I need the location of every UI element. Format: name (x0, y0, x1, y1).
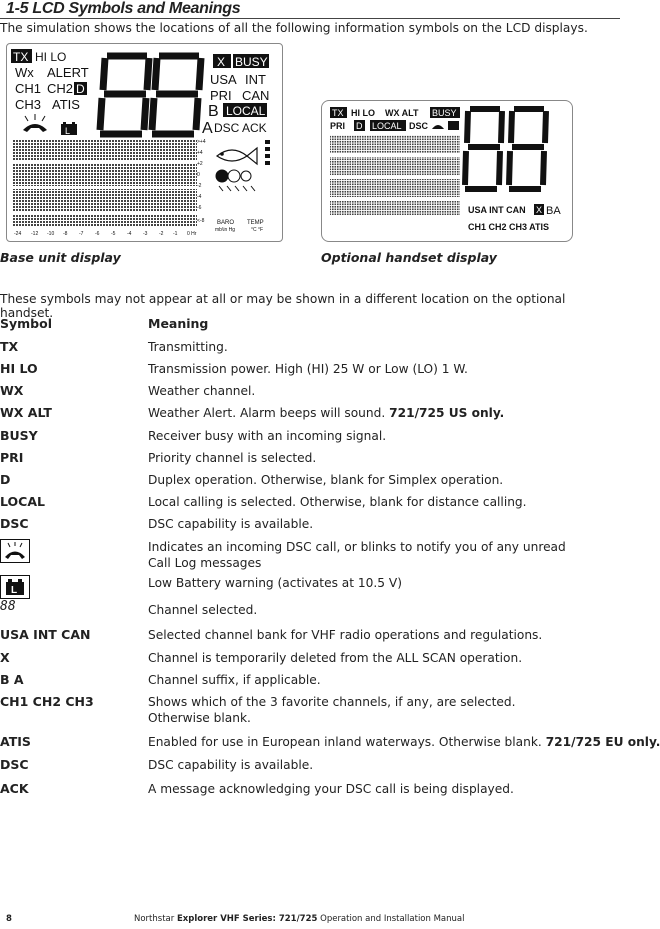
hs-dsc: DSC (409, 121, 429, 131)
meaning-cell: Selected channel bank for VHF radio operations and regulations. (148, 628, 543, 642)
meaning-cell: Local calling is selected. Otherwise, blank for distance calling. (148, 495, 527, 509)
symbol-cell: BUSY (0, 428, 38, 443)
lcd-phone-icon (23, 114, 47, 132)
svg-text:-8: -8 (63, 231, 68, 237)
hs-usa-int-can: USA INT CAN (468, 205, 526, 215)
svg-text:-4: -4 (127, 231, 132, 237)
meaning-cell: Indicates an incoming DSC call, or blinks to notify you of any unread Call Log messages (148, 540, 566, 570)
svg-text:-2: -2 (197, 183, 202, 189)
footer-manual-title: Northstar Explorer VHF Series: 721/725 Operation and Installation Manual (134, 914, 465, 924)
hs-ch: CH1 CH2 CH3 ATIS (468, 222, 550, 232)
phone-call-icon (0, 539, 30, 566)
page-number: 8 (6, 914, 12, 924)
lcd-d: D (76, 82, 85, 96)
svg-text:-6: -6 (95, 231, 100, 237)
lcd-weather-icons (216, 170, 255, 191)
svg-text:-4: -4 (197, 194, 202, 200)
svg-text:L: L (11, 585, 18, 596)
hs-pri: PRI (330, 121, 346, 131)
meaning-cell: Receiver busy with an incoming signal. (148, 429, 387, 443)
symbol-cell: B A (0, 672, 24, 687)
symbol-cell: USA INT CAN (0, 627, 91, 642)
symbol-cell: CH1 CH2 CH3 (0, 694, 94, 709)
lcd-busy: BUSY (235, 55, 268, 69)
meaning-cell: Channel selected. (148, 603, 258, 617)
hs-dot-matrix (330, 135, 460, 215)
lcd-pri: PRI (210, 88, 232, 103)
lcd-usa: USA (210, 72, 237, 87)
svg-text:-5: -5 (111, 231, 116, 237)
meaning-cell: A message acknowledging your DSC call is being displayed. (148, 782, 514, 796)
svg-text:-1: -1 (173, 231, 178, 237)
caption-base: Base unit display (0, 250, 121, 265)
lcd-degcf: °C °F (251, 227, 264, 233)
svg-text:0: 0 (197, 172, 200, 178)
lcd-can: CAN (242, 88, 270, 103)
lcd-a: A (202, 120, 213, 137)
base-lcd-graphic (7, 44, 282, 241)
hs-wx-alt: WX ALT (385, 108, 419, 118)
lcd-hilo: HI LO (35, 50, 67, 64)
svg-text:-3: -3 (143, 231, 148, 237)
symbol-cell: ACK (0, 781, 29, 796)
hs-big-88 (465, 109, 546, 189)
lcd-temp: TEMP (247, 220, 264, 226)
intro-text: The simulation shows the locations of all the following information symbols on the LCD displays. (0, 21, 588, 35)
hs-busy: BUSY (432, 108, 457, 118)
lcd-ch1: CH1 (15, 81, 42, 96)
hs-d: D (356, 121, 363, 131)
svg-text:-2: -2 (159, 231, 164, 237)
lcd-local: LOCAL (226, 104, 266, 118)
lcd-dsc-ack: DSC ACK (214, 121, 267, 135)
meaning-cell: Shows which of the 3 favorite channels, if any, are selected. Otherwise blank. (148, 695, 516, 725)
lcd-b: B (208, 103, 219, 120)
low-battery-icon (0, 575, 30, 602)
meaning-cell: DSC capability is available. (148, 517, 314, 531)
title-rule (0, 18, 620, 19)
lcd-ch2: CH2 (47, 81, 74, 96)
svg-text:<-8: <-8 (197, 218, 205, 224)
svg-text:L: L (65, 126, 71, 136)
lcd-int: INT (245, 72, 266, 87)
meaning-cell: Priority channel is selected. (148, 451, 317, 465)
symbol-cell: X (0, 650, 10, 665)
svg-text:+4: +4 (197, 150, 203, 156)
lcd-battery-icon (61, 122, 77, 136)
svg-text:-7: -7 (79, 231, 84, 237)
lcd-alert: ALERT (47, 65, 89, 80)
svg-text:+2: +2 (197, 161, 203, 167)
svg-text:-10: -10 (47, 231, 55, 237)
svg-text:-12: -12 (31, 231, 39, 237)
symbol-cell: ATIS (0, 734, 31, 749)
hs-tx: TX (332, 108, 344, 118)
lcd-wx: Wx (15, 65, 34, 80)
lcd-ch3: CH3 (15, 97, 42, 112)
symbol-cell: TX (0, 339, 19, 354)
meaning-cell: Transmitting. (148, 340, 228, 354)
meaning-cell: Channel suffix, if applicable. (148, 673, 321, 687)
hs-local: LOCAL (372, 121, 402, 131)
hs-phone-icon (432, 125, 444, 129)
lcd-mbhg: mb\in Hg (215, 227, 236, 233)
meaning-cell: Duplex operation. Otherwise, blank for Simplex operation. (148, 473, 504, 487)
lcd-fish-icon (217, 148, 257, 164)
meaning-cell: Weather channel. (148, 384, 256, 398)
section-title: 1-5 LCD Symbols and Meanings (6, 0, 241, 17)
base-lcd-display (6, 43, 283, 242)
header-meaning: Meaning (148, 316, 209, 331)
svg-text:>+4: >+4 (197, 139, 206, 145)
symbol-cell: HI LO (0, 361, 38, 376)
svg-text:-24: -24 (14, 231, 22, 237)
hs-x: X (536, 205, 543, 215)
header-symbol: Symbol (0, 316, 52, 331)
lcd-tx: TX (13, 50, 29, 64)
meaning-cell: Transmission power. High (HI) 25 W or Low (LO) 1 W. (148, 362, 468, 376)
svg-text:0 Hr: 0 Hr (187, 231, 197, 237)
handset-lcd-graphic (322, 101, 572, 241)
symbol-cell: LOCAL (0, 494, 45, 509)
symbol-cell: D (0, 472, 11, 487)
meaning-cell: Channel is temporarily deleted from the ALL SCAN operation. (148, 651, 523, 665)
meaning-cell: Low Battery warning (activates at 10.5 V) (148, 576, 403, 590)
meaning-cell: DSC capability is available. (148, 758, 314, 772)
symbol-cell: DSC (0, 757, 29, 772)
lcd-dot-matrix (12, 139, 197, 226)
symbol-cell: PRI (0, 450, 24, 465)
handset-lcd-display (321, 100, 573, 242)
hs-battery-icon (448, 121, 459, 130)
symbol-cell: DSC (0, 516, 29, 531)
symbol-cell: 88 (0, 599, 16, 614)
lcd-baro: BARO (217, 220, 235, 226)
caption-handset: Optional handset display (321, 250, 497, 265)
lcd-big-88 (100, 56, 201, 134)
hs-ba: BA (546, 205, 561, 217)
symbol-cell: WX ALT (0, 405, 52, 420)
lcd-x: X (217, 55, 226, 69)
note-text: These symbols may not appear at all or may be shown in a different location on the optional handset. (0, 292, 566, 320)
meaning-cell: Enabled for use in European inland waterways. Otherwise blank. 721/725 EU only. (148, 735, 660, 749)
meaning-cell: Weather Alert. Alarm beeps will sound. 721/725 US only. (148, 406, 505, 420)
lcd-atis: ATIS (52, 97, 80, 112)
svg-text:-6: -6 (197, 205, 202, 211)
symbol-cell: WX (0, 383, 24, 398)
hs-hilo: HI LO (351, 108, 375, 118)
